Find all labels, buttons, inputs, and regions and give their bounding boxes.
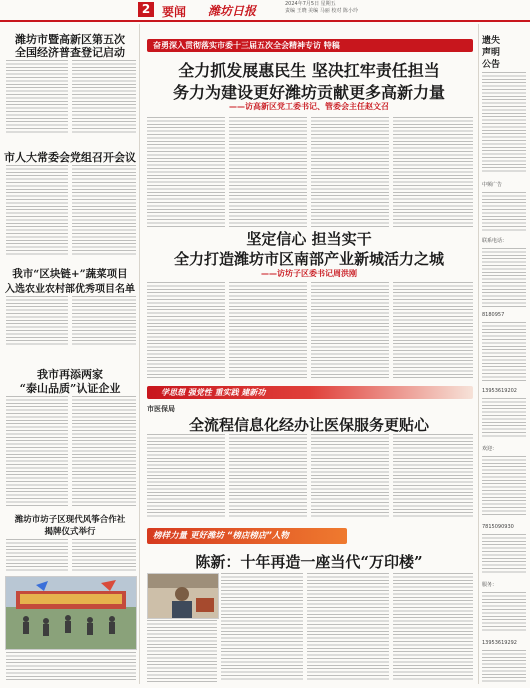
subheadline: ——访高新区党工委书记、管委会主任赵文召 [229, 102, 389, 111]
headline: 坚定信心 担当实干 [246, 230, 372, 248]
news-photo [5, 576, 137, 650]
article-title: 入选农业农村部优秀项目名单 [5, 284, 135, 295]
ad-phone: 13953619292 [482, 640, 517, 646]
headline: 全流程信息化经办让医保服务更贴心 [188, 416, 429, 434]
article-body [229, 117, 307, 227]
article-body [393, 282, 473, 380]
article-body [307, 573, 389, 682]
ad-body [482, 650, 526, 682]
article-body [229, 282, 307, 380]
date-line [285, 1, 358, 15]
banner-text: 学思想 强党性 重实践 建新功 [161, 388, 266, 397]
article-body [147, 117, 225, 227]
ad-body [482, 398, 526, 438]
ad-body [482, 248, 526, 308]
ad-body [482, 322, 526, 382]
ad-heading: 声明 [482, 48, 501, 58]
ad-label: 中频广告 [482, 182, 503, 188]
page-number: 2 [138, 2, 154, 17]
ad-heading: 公告 [482, 60, 501, 70]
column-name: 要闻 [162, 5, 187, 19]
masthead [0, 0, 530, 22]
article-body [6, 539, 68, 573]
article-body [72, 539, 136, 573]
editor-text: 责编 王晓 美编 马丽 校对 陈小玲 [285, 8, 358, 14]
ad-heading: 遗失 [482, 36, 501, 46]
article-body [72, 165, 136, 257]
headline: 全力打造潍坊市区南部产业新城活力之城 [173, 250, 444, 268]
article-body [147, 620, 217, 682]
role-model-banner [147, 528, 347, 544]
banner-text: 奋勇深入贯彻落实市委十三届五次全会精神专访 特稿 [153, 41, 340, 50]
paper-name: 潍坊日报 [208, 4, 257, 18]
special-banner [147, 39, 473, 52]
ad-body [482, 592, 526, 632]
article-title: 我市再添两家 [37, 368, 103, 381]
event-photo-image [6, 577, 136, 649]
headline: 全力抓发展惠民生 坚决扛牢责任担当 [178, 61, 440, 80]
article-body [393, 573, 473, 682]
article-title: 市人大常委会党组召开会议 [4, 151, 136, 164]
article-body [311, 117, 389, 227]
article-title: 我市“区块链+”蔬菜项目 [12, 268, 128, 280]
article-body [147, 282, 225, 380]
article-body [147, 434, 225, 518]
ad-phone: 13953619202 [482, 388, 517, 394]
article-body [311, 434, 389, 518]
article-body [72, 296, 136, 346]
ad-body [482, 72, 526, 172]
ad-body [482, 534, 526, 574]
article-body [6, 165, 68, 257]
section-label: 市医保局 [147, 405, 175, 413]
article-body [393, 434, 473, 518]
portrait-photo-image [148, 574, 218, 618]
article-body [72, 60, 136, 133]
column-divider [139, 24, 140, 684]
ad-phone: 7815090930 [482, 524, 514, 530]
article-title: 潍坊市坊子区现代风筝合作社 [14, 515, 126, 525]
headline: 陈新：十年再造一座当代“万印楼” [195, 553, 423, 571]
ad-body [482, 192, 526, 232]
article-body [6, 60, 68, 133]
article-body [72, 396, 136, 506]
article-body [221, 573, 303, 682]
column-divider [478, 24, 479, 684]
article-body [229, 434, 307, 518]
subheadline: ——访坊子区委书记周洪刚 [261, 269, 357, 278]
banner-text: 榜样力量 更好潍坊 “榜店榜店”人物 [153, 531, 289, 541]
ad-label: 联系电话： [482, 238, 508, 244]
headline: 务力为建设更好潍坊贡献更多高新力量 [172, 83, 445, 102]
article-body [393, 117, 473, 227]
photo-caption [6, 652, 136, 682]
article-title: “泰山品质”认证企业 [19, 382, 121, 395]
article-body [311, 282, 389, 380]
ad-label: 服务： [482, 582, 498, 588]
date-text: 2024年7月5日 星期五 [285, 1, 336, 7]
theme-banner [147, 386, 473, 399]
ad-label: 欢迎： [482, 446, 498, 452]
article-title: 全国经济普查登记启动 [15, 46, 125, 59]
article-body [6, 296, 68, 346]
ad-phone: 8180957 [482, 312, 505, 318]
ad-body [482, 456, 526, 516]
portrait-photo [147, 573, 219, 619]
article-title: 潍坊市暨高新区第五次 [15, 33, 125, 46]
article-body [6, 396, 68, 506]
article-title: 揭牌仪式举行 [44, 527, 96, 537]
